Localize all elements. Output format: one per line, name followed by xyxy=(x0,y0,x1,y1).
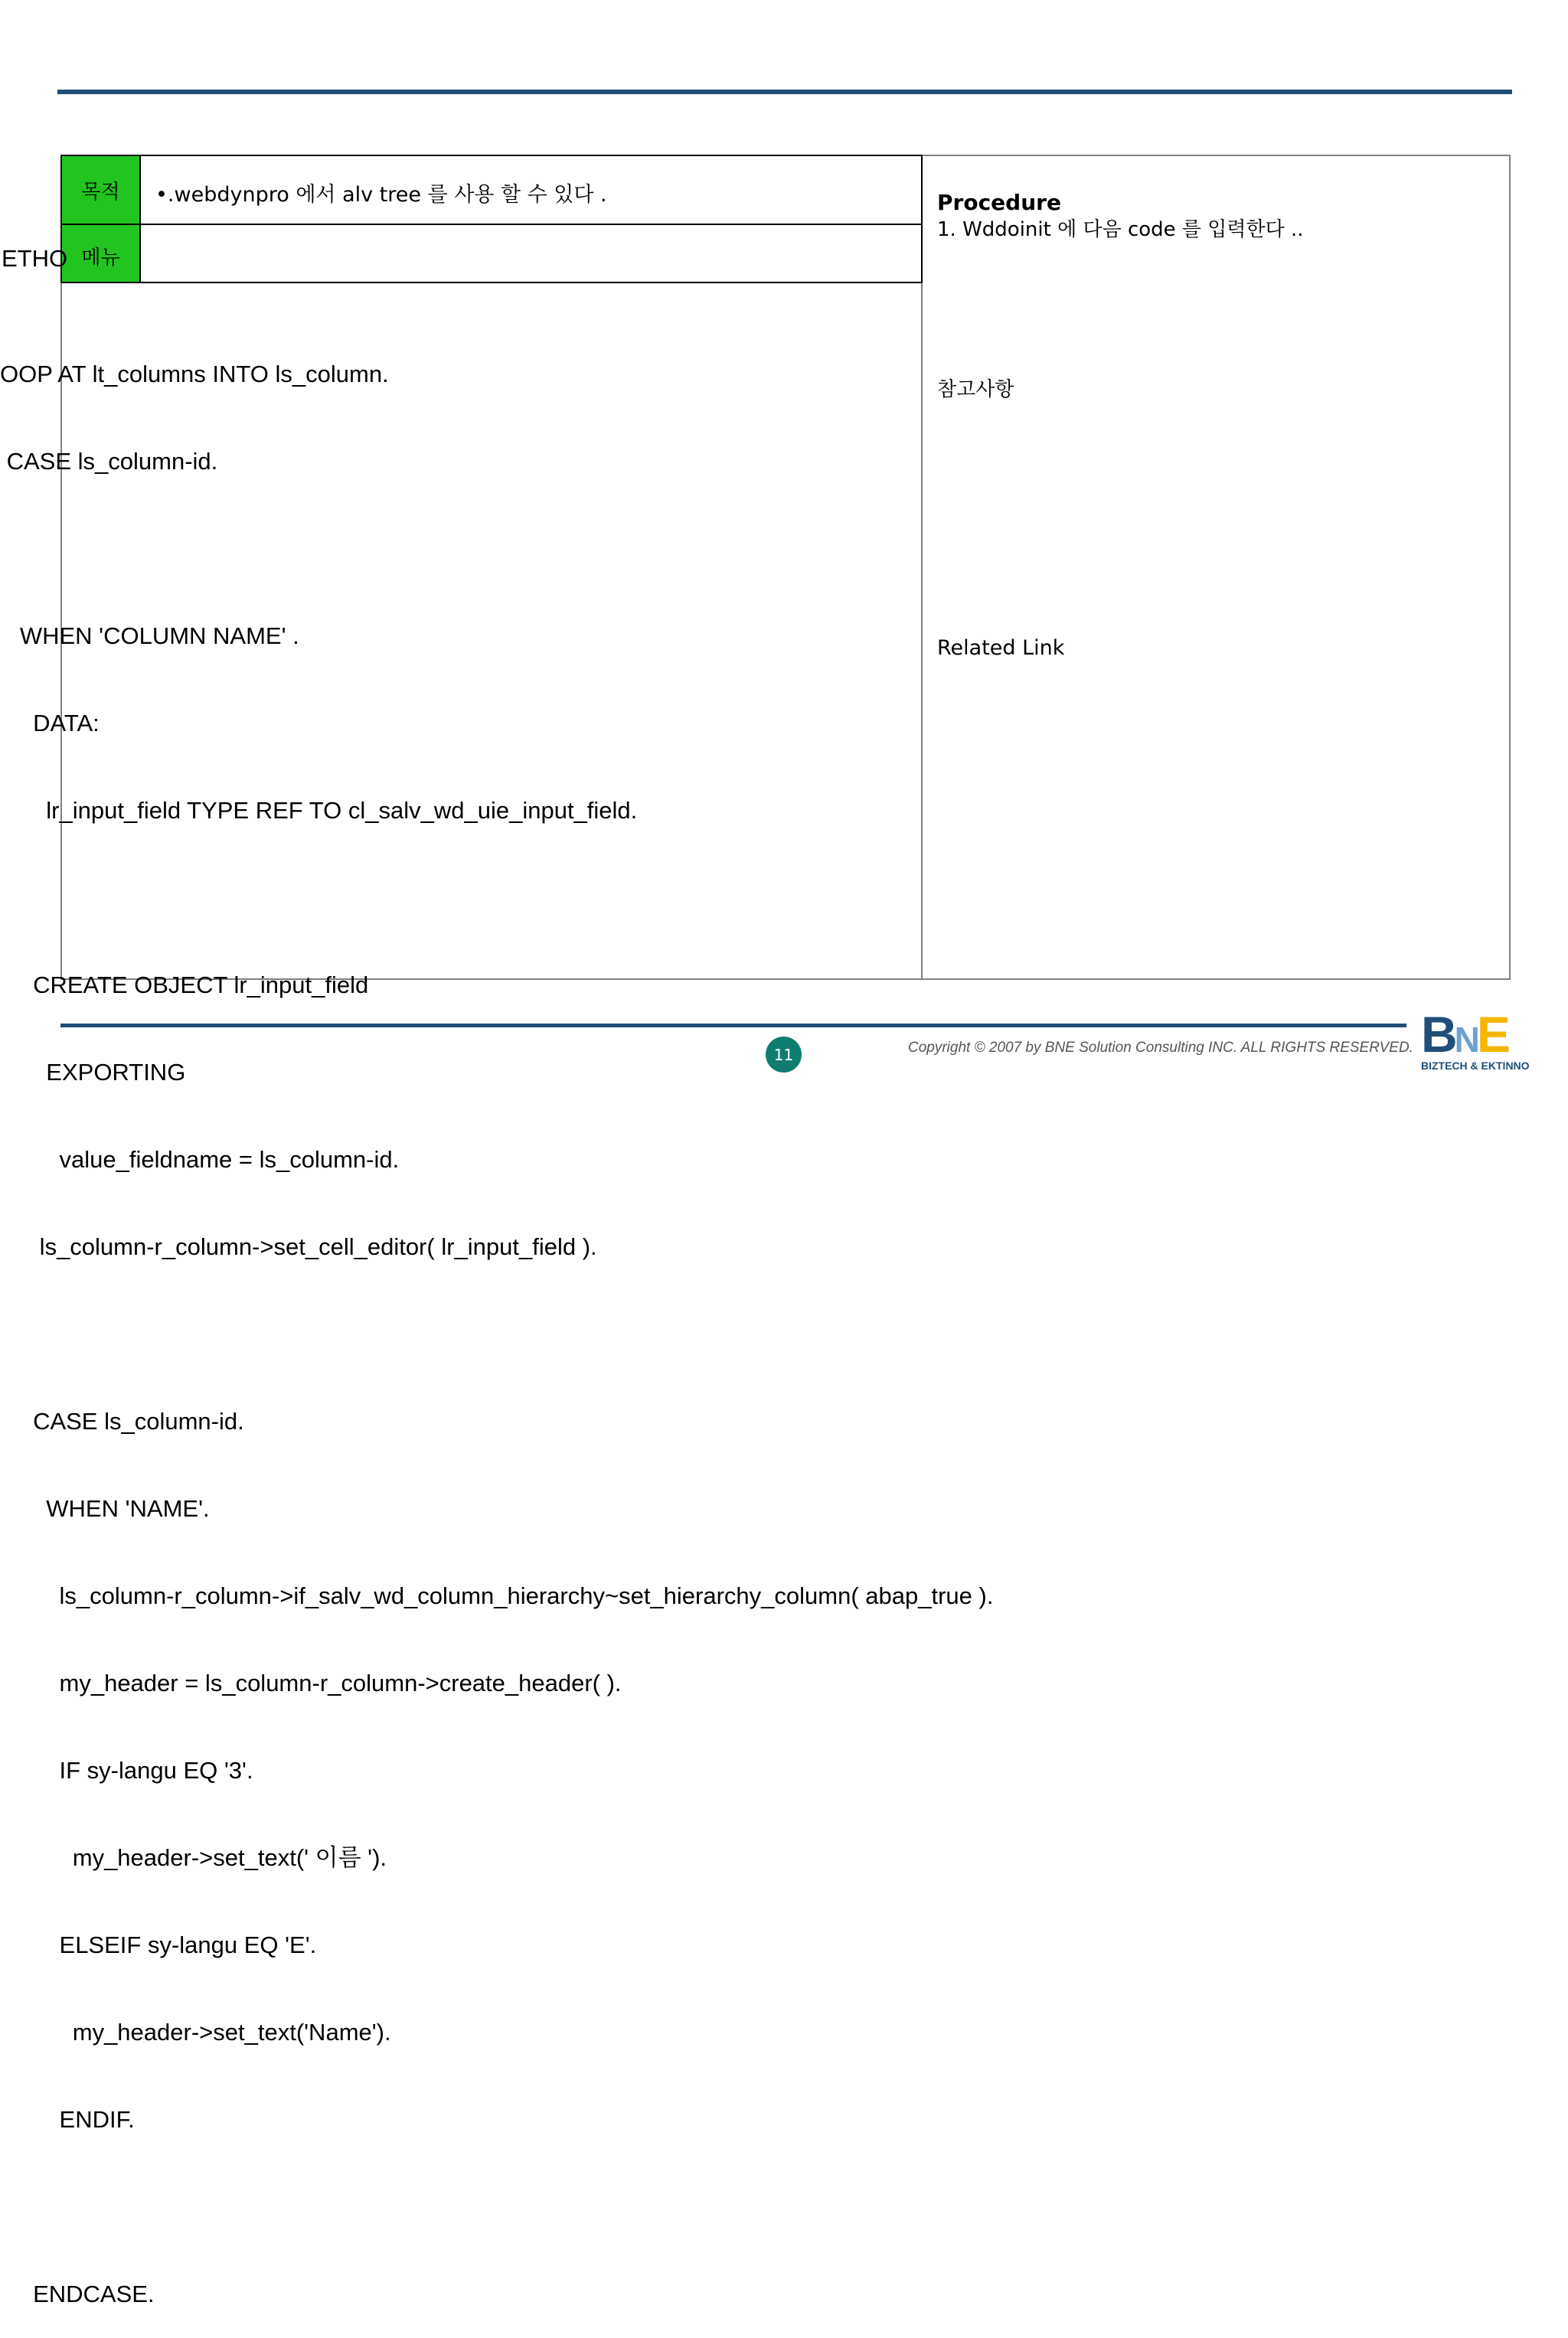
code-line: CREATE OBJECT lr_input_field xyxy=(0,971,369,998)
logo-mark: BNE xyxy=(1421,1006,1508,1063)
code-line: value_fieldname = ls_column-id. xyxy=(0,1146,400,1173)
code-line xyxy=(0,2193,993,2222)
code-line: ls_column-r_column->set_cell_editor( lr_input_field ). xyxy=(0,1233,597,1260)
code-line: my_header->set_text(' 이름 '). xyxy=(0,1844,387,1871)
code-line: ls_column-r_column->if_salv_wd_column_hierarchy~set_hierarchy_column( abap_true ). xyxy=(0,1582,994,1609)
code-line: CASE ls_column-id. xyxy=(0,1408,244,1435)
code-line: ELSEIF sy-langu EQ 'E'. xyxy=(0,1931,317,1958)
code-line: my_header->set_text('Name'). xyxy=(0,2019,391,2046)
copyright-text: Copyright © 2007 by BNE Solution Consulting INC. ALL RIGHTS RESERVED. xyxy=(908,1040,1413,1056)
code-line: ENDIF. xyxy=(0,2106,135,2133)
bne-logo xyxy=(1421,1006,1536,1078)
code-line: my_header = ls_column-r_column->create_header( ). xyxy=(0,1670,622,1696)
bottom-rule xyxy=(60,1024,1406,1027)
procedure-step: 1. Wddoinit 에 다음 code 를 입력한다 .. xyxy=(937,218,1304,241)
procedure-title: Procedure xyxy=(937,190,1061,215)
page-number-badge: 11 xyxy=(766,1037,802,1073)
menu-row xyxy=(60,224,923,283)
code-line: ENDCASE. xyxy=(0,2281,155,2307)
top-rule xyxy=(57,90,1512,94)
related-link-label: Related Link xyxy=(937,636,1065,660)
code-line: WHEN 'COLUMN NAME' . xyxy=(0,622,299,649)
notes-label: 참고사항 xyxy=(937,378,1014,401)
objective-text: •.webdynpro 에서 alv tree 를 사용 할 수 있다 . xyxy=(155,183,607,207)
code-line: lr_input_field TYPE REF TO cl_salv_wd_uie_input_field. xyxy=(0,797,638,824)
code-line: CASE ls_column-id. xyxy=(0,448,218,475)
code-line: DATA: xyxy=(0,710,100,736)
objective-row xyxy=(60,155,923,225)
code-line: WHEN 'NAME'. xyxy=(0,1495,210,1522)
code-line xyxy=(0,1320,993,1349)
code-line: OOP AT lt_columns INTO ls_column. xyxy=(0,361,389,387)
objective-label: 목적 xyxy=(62,156,141,224)
code-line: IF sy-langu EQ '3'. xyxy=(0,1757,253,1784)
code-line xyxy=(0,883,993,913)
code-block xyxy=(0,302,993,2338)
code-line: EXPORTING xyxy=(0,1059,186,1086)
code-line xyxy=(0,534,993,563)
menu-label: 메뉴 xyxy=(62,225,141,282)
logo-subtitle: BIZTECH & EKTINNO xyxy=(1421,1060,1530,1072)
code-method-fragment: ETHO xyxy=(2,245,68,272)
